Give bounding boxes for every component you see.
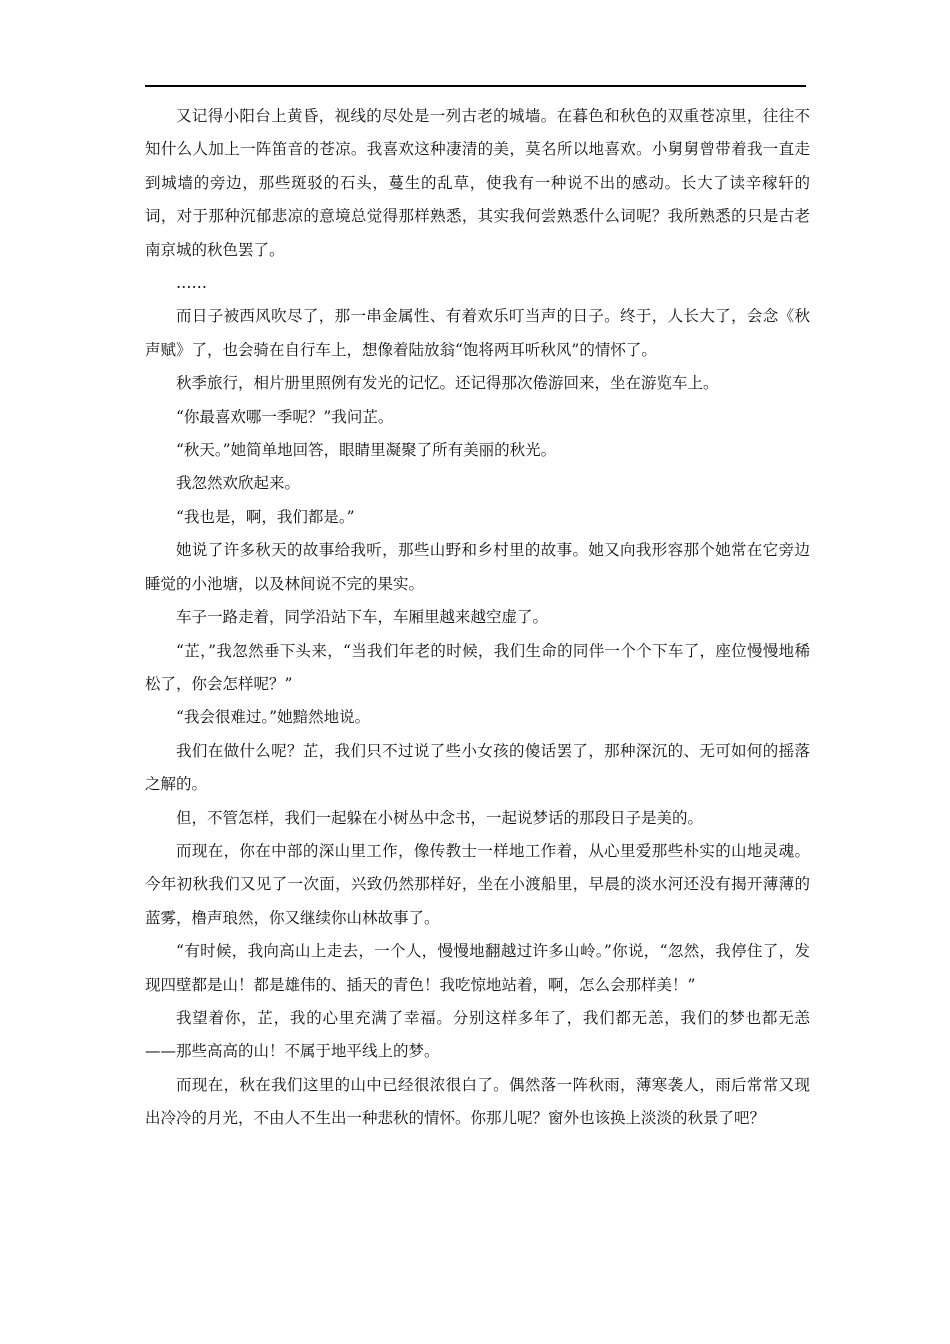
paragraph: 但，不管怎样，我们一起躲在小树丛中念书，一起说梦话的那段日子是美的。: [176, 808, 704, 827]
paragraph: “我会很难过。”她黯然地说。: [176, 708, 371, 727]
paragraph: 我们在做什么呢？芷，我们只不过说了些小女孩的傻话罢了，那种深沉的、无可如何的摇落之解的。: [145, 741, 810, 794]
ellipsis-paragraph: ……: [176, 274, 207, 293]
paragraph: 而日子被西风吹尽了，那一串金属性、有着欢乐叮当声的日子。终于，人长大了，会念《秋声赋》了，也会骑在自行车上，想像着陆放翁“饱将两耳听秋风”的情怀了。: [145, 307, 810, 359]
paragraph: “有时候，我向高山上走去，一个人，慢慢地翻越过许多山岭。”你说，“忽然，我停住了，发现四壁都是山！都是雄伟的、插天的青色！我吃惊地站着，啊，怎么会那样美！”: [145, 942, 810, 994]
paragraph: “秋天。”她简单地回答，眼睛里凝聚了所有美丽的秋光。: [176, 441, 557, 460]
paragraph: “我也是，啊，我们都是。”: [176, 507, 355, 526]
paragraph: 而现在，你在中部的深山里工作，像传教士一样地工作着，从心里爱那些朴实的山地灵魂。今年初秋我们又见了一次面，兴致仍然那样好，坐在小渡船里，早晨的淡水河还没有揭开薄薄的蓝雾，橹声琅然，你又继续你山林故事了。: [145, 841, 810, 927]
paragraph: 她说了许多秋天的故事给我听，那些山野和乡村里的故事。她又向我形容那个她常在它旁边睡觉的小池塘，以及林间说不完的果实。: [145, 541, 810, 593]
paragraph: 我忽然欢欣起来。: [176, 474, 301, 493]
paragraph: 而现在，秋在我们这里的山中已经很浓很白了。偶然落一阵秋雨，薄寒袭人，雨后常常又现出冷冷的月光，不由人不生出一种悲秋的情怀。你那儿呢？窗外也该换上淡淡的秋景了吧？: [145, 1075, 810, 1128]
paragraph: 车子一路走着，同学沿站下车，车厢里越来越空虚了。: [176, 608, 549, 627]
header-rule: [145, 85, 806, 87]
paragraph: “你最喜欢哪一季呢？”我问芷。: [176, 407, 394, 426]
document-body: [145, 100, 810, 1136]
paragraph: 秋季旅行，相片册里照例有发光的记忆。还记得那次倦游回来，坐在游览车上。: [176, 374, 719, 393]
paragraph: 我望着你，芷，我的心里充满了幸福。分别这样多年了，我们都无恙，我们的梦也都无恙——那些高高的山！不属于地平线上的梦。: [145, 1008, 810, 1061]
paragraph: 又记得小阳台上黄昏，视线的尽处是一列古老的城墙。在暮色和秋色的双重苍凉里，往往不知什么人加上一阵笛音的苍凉。我喜欢这种凄清的美，莫名所以地喜欢。小舅舅曾带着我一直走到城墙的旁边，那些斑驳的石头，蔓生的乱草，使我有一种说不出的感动。长大了读辛稼轩的词，对于那种沉郁悲凉的意境总觉得那样熟悉，其实我何尝熟悉什么词呢？我所熟悉的只是古老南京城的秋色罢了。: [145, 107, 810, 259]
paragraph: “芷，”我忽然垂下头来，“当我们年老的时候，我们生命的同伴一个个下车了，座位慢慢地稀松了，你会怎样呢？”: [145, 641, 810, 693]
